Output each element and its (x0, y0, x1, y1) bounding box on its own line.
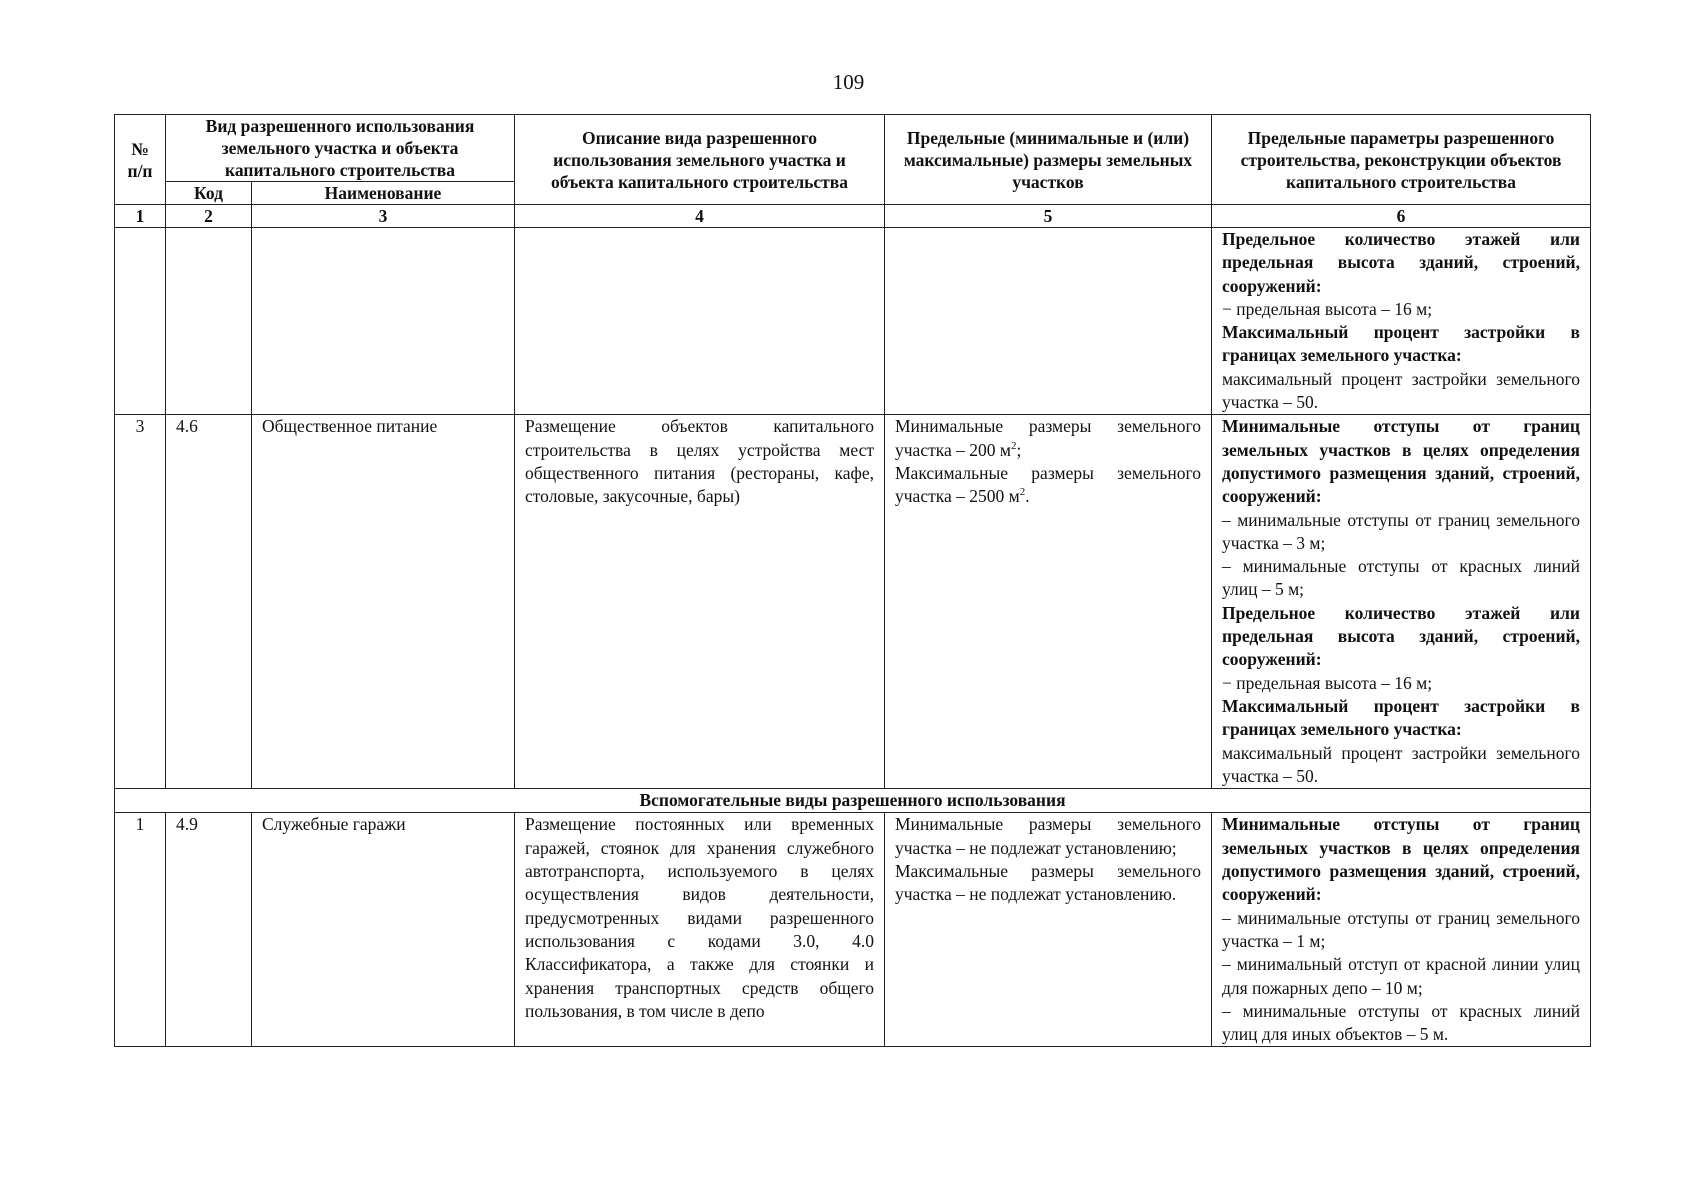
row-name: Служебные гаражи (252, 813, 515, 1047)
size-min-text: Минимальные размеры земельного участка – 200 м (895, 416, 1201, 460)
size-max-line (895, 462, 1201, 509)
param-line: – минимальные отступы от границ земельного участка – 1 м; (1222, 907, 1580, 951)
header-code: Код (166, 182, 252, 205)
column-number-row (115, 205, 1591, 228)
section-title: Вспомогательные виды разрешенного использования (115, 789, 1591, 813)
param-line: Минимальные отступы от границ земельных участков в целях определения допустимого размещения зданий, строений, сооружений: (1222, 814, 1580, 905)
section-row (115, 789, 1591, 813)
row-number: 1 (115, 813, 166, 1047)
size-min-line (895, 415, 1201, 462)
header-params: Предельные параметры разрешенного строительства, реконструкции объектов капитального строительства (1212, 115, 1591, 205)
header-sizes: Предельные (минимальные и (или) максимальные) размеры земельных участков (885, 115, 1212, 205)
params-cell (1212, 415, 1591, 789)
header-description: Описание вида разрешенного использования земельного участка и объекта капитального строительства (515, 115, 885, 205)
cell-empty (515, 228, 885, 415)
table-row-continuation (115, 228, 1591, 415)
size-max-sup: 2 (1019, 486, 1026, 499)
row-sizes (885, 813, 1212, 1047)
param-line: − предельная высота – 16 м; (1222, 672, 1433, 693)
row-description: Размещение объектов капитального строительства в целях устройства мест общественного питания (рестораны, кафе, столовые, закусочные, бары) (515, 415, 885, 789)
cell-empty (115, 228, 166, 415)
header-row-1 (115, 115, 1591, 182)
param-line: – минимальные отступы от красных линий улиц – 5 м; (1222, 556, 1580, 600)
param-line: – минимальные отступы от границ земельного участка – 3 м; (1222, 509, 1580, 553)
row-name: Общественное питание (252, 415, 515, 789)
row-sizes (885, 415, 1212, 789)
col-number-6: 6 (1212, 205, 1591, 228)
size-min-suffix: ; (1016, 439, 1022, 460)
row-code: 4.9 (166, 813, 252, 1047)
params-cell (1212, 813, 1591, 1047)
param-line: Максимальный процент застройки в границах земельного участка: (1222, 695, 1580, 740)
param-line: – минимальные отступы от красных линий улиц для иных объектов – 5 м. (1222, 1000, 1580, 1045)
param-line: – минимальный отступ от красной линии улиц для пожарных депо – 10 м; (1222, 954, 1580, 998)
row-number: 3 (115, 415, 166, 789)
col-number-4: 4 (515, 205, 885, 228)
col-number-3: 3 (252, 205, 515, 228)
param-line: Предельное количество этажей или предельная высота зданий, строений, сооружений: (1222, 229, 1580, 296)
param-line: Предельное количество этажей или предельная высота зданий, строений, сооружений: (1222, 602, 1580, 670)
size-max-line: Максимальные размеры земельного участка – не подлежат установлению. (895, 861, 1201, 905)
header-num: № п/п (115, 115, 166, 205)
col-number-1: 1 (115, 205, 166, 228)
param-line: Максимальный процент застройки в границах земельного участка: (1222, 322, 1580, 366)
size-min-sup: 2 (1010, 439, 1017, 452)
page-number: 109 (832, 70, 865, 94)
param-line: − предельная высота – 16 м; (1222, 298, 1433, 319)
row-code: 4.6 (166, 415, 252, 789)
cell-empty (166, 228, 252, 415)
col-number-5: 5 (885, 205, 1212, 228)
param-line: максимальный процент застройки земельного участка – 50. (1222, 368, 1580, 413)
size-min-line: Минимальные размеры земельного участка – не подлежат установлению; (895, 814, 1201, 858)
zoning-table (114, 114, 1591, 1047)
row-description: Размещение постоянных или временных гаражей, стоянок для хранения служебного автотранспорта, используемого в целях осуществления видов деятельности, предусмотренных видами разрешенного использования с кодами 3.0, 4.0 Классификатора, а также для стоянки и хранения транспортных средств общего пользования, в том числе в депо (515, 813, 885, 1047)
table-row (115, 813, 1591, 1047)
size-max-suffix: . (1025, 486, 1030, 507)
table-row (115, 415, 1591, 789)
params-cell (1212, 228, 1591, 415)
size-max-text: Максимальные размеры земельного участка – 2500 м (895, 462, 1201, 507)
param-line: максимальный процент застройки земельного участка – 50. (1222, 742, 1580, 786)
param-line: Минимальные отступы от границ земельных участков в целях определения допустимого размещения зданий, строений, сооружений: (1222, 416, 1580, 507)
header-vid-group: Вид разрешенного использования земельного участка и объекта капитального строительства (166, 115, 515, 182)
cell-empty (252, 228, 515, 415)
cell-empty (885, 228, 1212, 415)
col-number-2: 2 (166, 205, 252, 228)
header-name: Наименование (252, 182, 515, 205)
